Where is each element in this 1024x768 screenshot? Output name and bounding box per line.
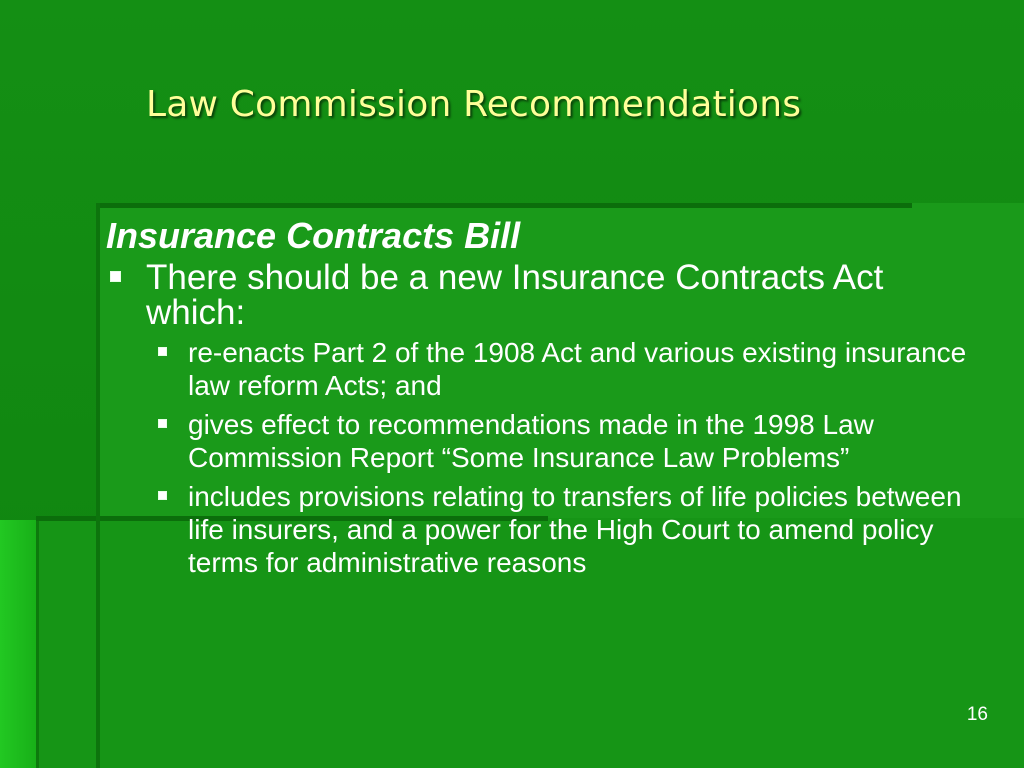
sub-bullet-text: gives effect to recommendations made in the 1998 Law Commission Report “Some Insurance Law Problems” [188, 409, 874, 473]
square-bullet-icon [158, 419, 167, 428]
bullet-level-1 [106, 260, 926, 330]
sub-bullet [106, 480, 998, 579]
square-bullet-icon [158, 491, 167, 500]
square-bullet-icon [158, 347, 167, 356]
sub-bullet-text: re-enacts Part 2 of the 1908 Act and various existing insurance law reform Acts; and [188, 337, 967, 401]
decorative-strip-edge [36, 520, 39, 768]
square-bullet-icon [110, 271, 121, 282]
decorative-panel-edge [96, 203, 100, 768]
sub-bullet [106, 408, 998, 474]
decorative-rule-upper [96, 203, 912, 208]
decorative-left-strip [0, 520, 36, 768]
slide-title: Law Commission Recommendations [146, 84, 802, 125]
slide-number: 16 [966, 704, 988, 725]
slide-body [106, 214, 1006, 579]
sub-bullet [106, 336, 998, 402]
sub-bullet-text: includes provisions relating to transfers of life policies between life insurers, and a power for the High Court to amend policy terms for administrative reasons [188, 481, 962, 578]
section-heading: Insurance Contracts Bill [106, 215, 521, 256]
bullet-text: There should be a new Insurance Contracts Act which: [146, 258, 884, 332]
